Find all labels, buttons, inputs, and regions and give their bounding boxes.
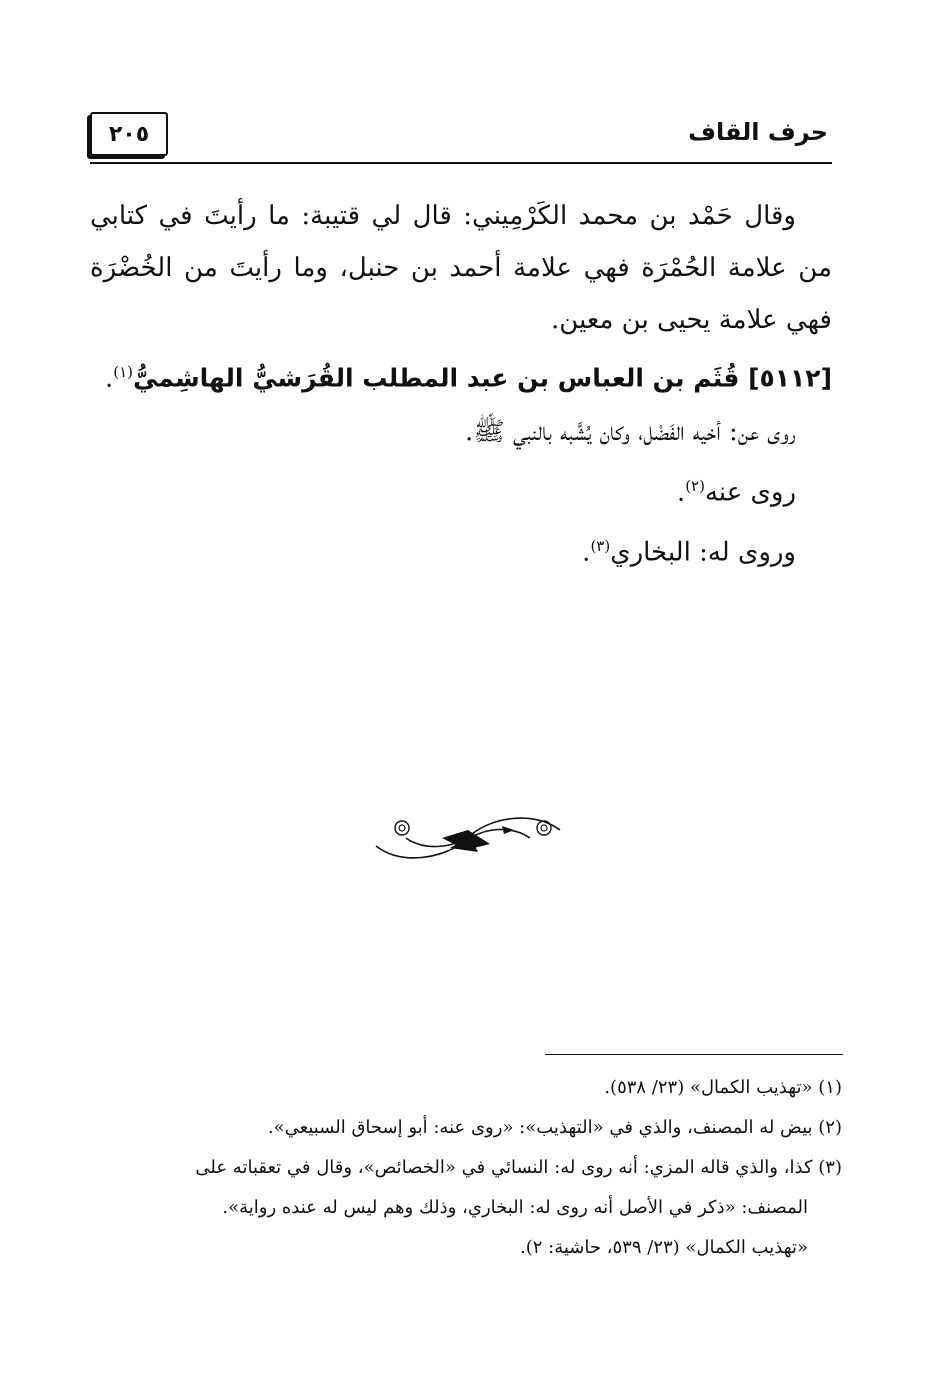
narrated-by-text: روى عنه [704, 477, 796, 508]
footnote-2: (٢) بيض له المصنف، والذي في «التهذيب»: «روى عنه: أبو إسحاق السبيعي». [267, 1117, 842, 1138]
narrated-by-line [90, 459, 832, 520]
footnote-marker-1: (١) [113, 363, 134, 381]
heading-period: . [104, 363, 114, 394]
footnote-3-continued: المصنف: «ذكر في الأصل أنه روى له: البخاري، وذلك وهم ليس له عنده رواية». [222, 1197, 808, 1218]
footnote-1: (١) «تهذيب الكمال» (٢٣/ ٥٣٨). [604, 1077, 842, 1098]
narrated-for-line [90, 519, 832, 580]
narrated-from-line: روى عن: أخيه الفَضْل، وكان يُشَّبه بالنبي ﷺ. [465, 416, 796, 447]
footnote-3-source: «تهذيب الكمال» (٢٣/ ٥٣٩، حاشية: ٢). [520, 1237, 808, 1258]
footnote-3: (٣) كذا، والذي قاله المزي: أنه روى له: النسائي في «الخصائص»، وقال في تعقباته على [195, 1157, 842, 1178]
header-rule [90, 162, 832, 164]
section-ornament [372, 808, 564, 868]
line-period: . [676, 477, 686, 508]
main-text [90, 190, 832, 580]
footnotes [90, 1068, 842, 1268]
narrated-for-text: وروى له: البخاري [610, 537, 796, 568]
chapter-title: حرف القاف [688, 118, 828, 146]
paragraph: وقال حَمْد بن محمد الكَرْمِيني: قال لي قتيبة: ما رأيتَ في كتابي من علامة الحُمْرَة فهي علامة أحمد بن حنبل، وما رأيتَ من الخُضْرَة فهي علامة يحيى بن معين. [90, 201, 832, 335]
footnote-marker-2: (٢) [685, 476, 705, 495]
entry-heading: [٥١١٢] قُثَم بن العباس بن عبد المطلب القُرَشيُّ الهاشِميُّ [133, 363, 832, 393]
footnote-marker-3: (٣) [590, 537, 611, 556]
page-number: ٢٠٥ [108, 121, 150, 147]
line-period: . [582, 537, 591, 568]
entry-heading-line [90, 346, 832, 405]
footnote-rule [545, 1054, 843, 1055]
page-number-box [90, 112, 168, 156]
